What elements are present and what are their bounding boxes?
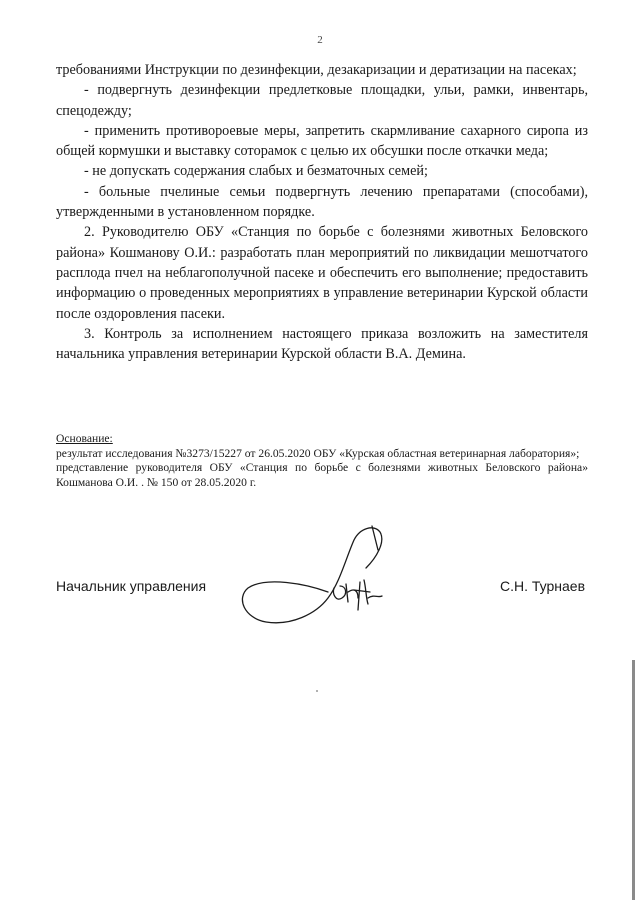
paragraph-disinfection: - подвергнуть дезинфекции предлетковые площадки, ульи, рамки, инвентарь, спецодежду;: [56, 82, 588, 119]
basis-item-submission: представление руководителя ОБУ «Станция по борьбе с болезнями животных Беловского района» Кошманова О.И. . № 150 от 28.05.2020 г.: [56, 461, 588, 489]
paragraph-weak-colonies: - не допускать содержания слабых и безматочных семей;: [84, 163, 428, 180]
paragraph-item-3: 3. Контроль за исполнением настоящего приказа возложить на заместителя начальника управления ветеринарии Курской области В.А. Демина.: [56, 325, 588, 363]
paragraph-swarm-measures: - применить противороевые меры, запретить скармливание сахарного сиропа из общей кормушки и выставку сотoрамок с целью их обсушки после откачки меда;: [56, 122, 588, 160]
paragraph-treatment: - больные пчелиные семьи подвергнуть лечению препаратами (способами), утвержденными в установленном порядке.: [56, 183, 588, 221]
page-number: 2: [317, 34, 323, 46]
paragraph-item-2: 2. Руководителю ОБУ «Станция по борьбе с болезнями животных Беловского района» Кошманову О.И.: разработать план мероприятий по ликвидации мешотчатого расплода пчел на неблагополучной пасеке и обеспечить его выполнение; предоставить информацию о проведенных мероприятиях в управление ветеринарии Курской области после оздоровления пасеки.: [56, 224, 588, 322]
basis-section: [56, 432, 588, 490]
scan-speck: [316, 690, 318, 692]
order-body: [56, 60, 588, 364]
scan-edge-shadow: [632, 660, 635, 900]
basis-item-lab-result: результат исследования №3273/15227 от 26.05.2020 ОБУ «Курская областная ветеринарная лаборатория»;: [56, 446, 580, 460]
handwritten-signature: [236, 518, 396, 628]
signer-position: Начальник управления: [56, 578, 207, 594]
signer-name: С.Н. Турнаев: [500, 578, 586, 594]
paragraph-continuation: требованиями Инструкции по дезинфекции, дезакаризации и дератизации на пасеках;: [56, 62, 577, 78]
basis-title: Основание:: [56, 432, 113, 445]
